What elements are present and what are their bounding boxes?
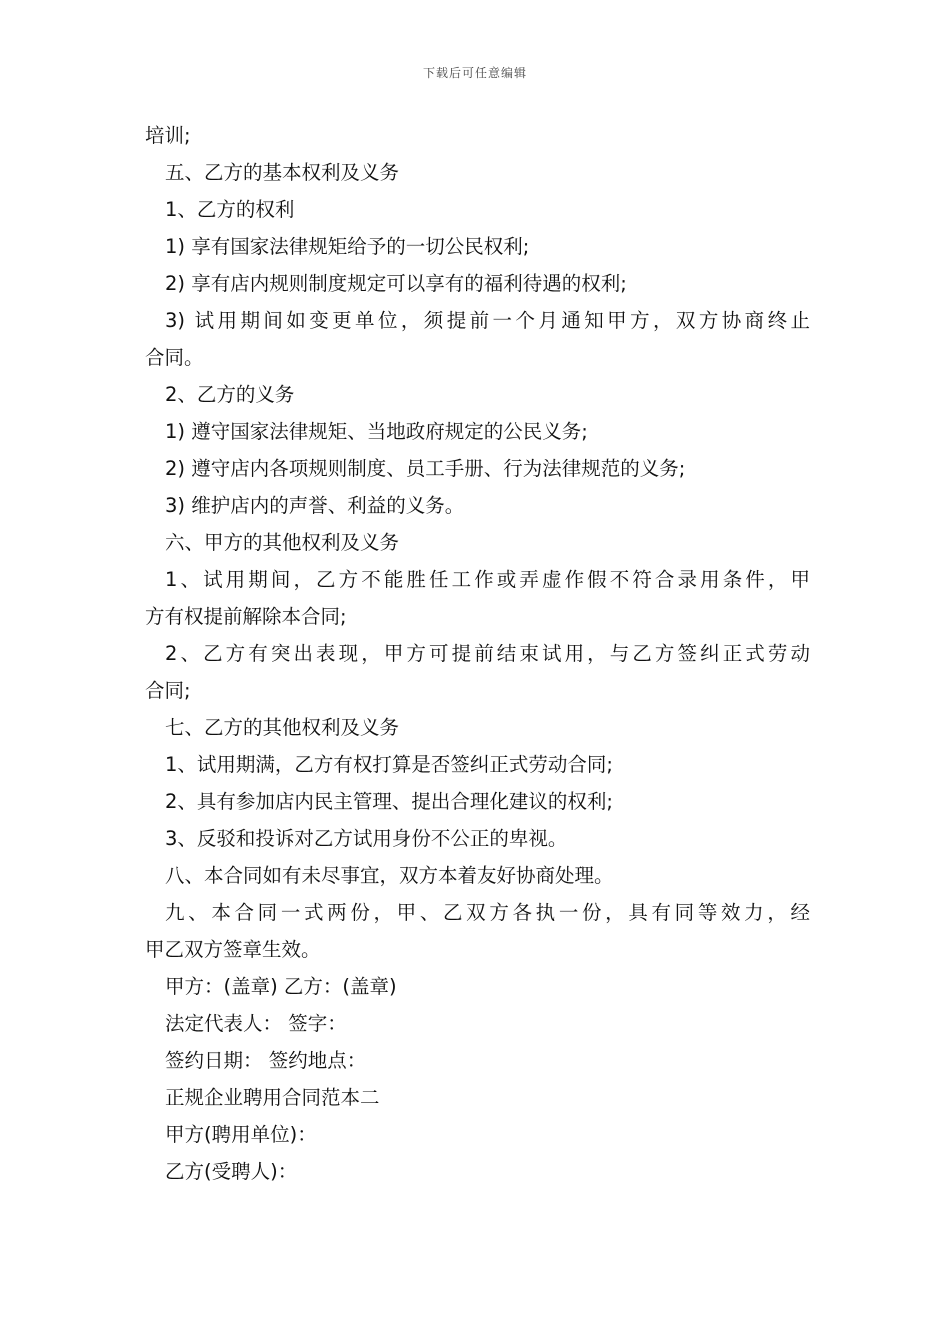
text-line: 方有权提前解除本合同; <box>145 605 347 628</box>
text-line: 合同; <box>145 679 191 702</box>
list-item: 2、具有参加店内民主管理、提出合理化建议的权利; <box>165 790 613 813</box>
section-heading: 七、乙方的其他权利及义务 <box>165 716 400 739</box>
page-header: 下载后可任意编辑 <box>422 66 527 80</box>
list-item: 1) 享有国家法律规矩给予的一切公民权利; <box>165 235 530 258</box>
text-line: 甲乙双方签章生效。 <box>145 938 321 961</box>
signature-line: 签约日期： 签约地点： <box>165 1049 367 1072</box>
list-item: 1) 遵守国家法律规矩、当地政府规定的公民义务; <box>165 420 588 443</box>
text-line: 培训; <box>145 124 191 147</box>
list-item: 3) 试用期间如变更单位，须提前一个月通知甲方，双方协商终止 <box>165 309 810 332</box>
list-item: 3、反驳和投诉对乙方试用身份不公正的卑视。 <box>165 827 568 850</box>
section-heading: 九、本合同一式两份，甲、乙双方各执一份，具有同等效力，经 <box>165 901 810 924</box>
signature-line: 法定代表人： 签字： <box>165 1012 347 1035</box>
list-item: 2) 享有店内规则制度规定可以享有的福利待遇的权利; <box>165 272 627 295</box>
signature-line: 甲方：(盖章) 乙方：(盖章) <box>165 975 397 998</box>
document-body <box>145 117 810 1190</box>
party-line: 乙方(受聘人)： <box>165 1160 298 1183</box>
text-line: 合同。 <box>145 346 204 369</box>
list-item: 1、试用期间，乙方不能胜任工作或弄虚作假不符合录用条件，甲 <box>165 568 810 591</box>
list-item: 2、乙方有突出表现，甲方可提前结束试用，与乙方签纠正式劳动 <box>165 642 810 665</box>
section-heading: 五、乙方的基本权利及义务 <box>165 161 400 184</box>
section-heading: 六、甲方的其他权利及义务 <box>165 531 400 554</box>
subsection-heading: 1、乙方的权利 <box>165 198 295 221</box>
list-item: 1、试用期满，乙方有权打算是否签纠正式劳动合同; <box>165 753 613 776</box>
list-item: 2) 遵守店内各项规则制度、员工手册、行为法律规范的义务; <box>165 457 686 480</box>
subsection-heading: 2、乙方的义务 <box>165 383 295 406</box>
list-item: 3) 维护店内的声誉、利益的义务。 <box>165 494 465 517</box>
document-title: 正规企业聘用合同范本二 <box>165 1086 380 1109</box>
party-line: 甲方(聘用单位)： <box>165 1123 317 1146</box>
section-heading: 八、本合同如有未尽事宜，双方本着友好协商处理。 <box>165 864 614 887</box>
